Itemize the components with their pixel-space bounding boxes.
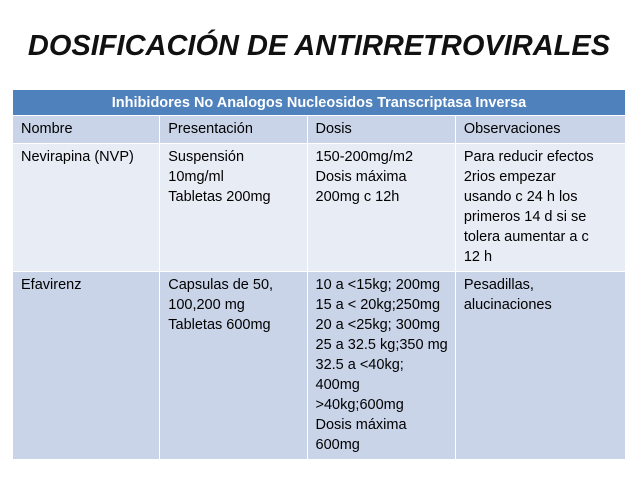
cell-line: 200mg c 12h [315, 189, 400, 205]
cell-line: 12 h [463, 249, 493, 265]
cell-line: 15 a < 20kg;250mg [315, 297, 441, 313]
cell-line: 600mg [315, 437, 360, 453]
table-banner-row [13, 90, 626, 116]
cell-line: Para reducir efectos [463, 149, 594, 165]
slide-title: DOSIFICACIÓN DE ANTIRRETROVIRALES [27, 30, 611, 62]
cell-observaciones [455, 144, 625, 272]
cell-line: 400mg [315, 377, 360, 393]
cell-dosis [307, 272, 455, 460]
cell-line: 2rios empezar [463, 169, 556, 185]
table-row-nevirapina [13, 144, 626, 272]
dosing-table-container [12, 89, 626, 460]
cell-presentacion [160, 272, 307, 460]
cell-line: tolera aumentar a c [463, 229, 589, 245]
header-observaciones: Observaciones [455, 116, 625, 144]
cell-line: 100,200 mg [168, 297, 245, 313]
cell-line: alucinaciones [463, 297, 552, 313]
cell-line: Nevirapina (NVP) [21, 149, 134, 165]
cell-line: 10 a <15kg; 200mg [315, 277, 441, 293]
header-nombre: Nombre [13, 116, 160, 144]
cell-line: 25 a 32.5 kg;350 mg [315, 337, 448, 353]
cell-nombre [13, 144, 160, 272]
cell-observaciones [455, 272, 625, 460]
table-header-row [13, 116, 626, 144]
cell-line: Suspensión [168, 149, 245, 165]
cell-line: 10mg/ml [168, 169, 224, 185]
cell-line: primeros 14 d si se [463, 209, 587, 225]
cell-line: >40kg;600mg [315, 397, 404, 413]
table-row-efavirenz [13, 272, 626, 460]
cell-dosis [307, 144, 455, 272]
cell-line: Pesadillas, [463, 277, 534, 293]
cell-line: Tabletas 600mg [168, 317, 271, 333]
cell-line: Dosis máxima [315, 417, 407, 433]
table-banner: Inhibidores No Analogos Nucleosidos Transcriptasa Inversa [13, 90, 626, 116]
dosing-table [12, 89, 626, 460]
cell-line: Tabletas 200mg [168, 189, 271, 205]
cell-line: 20 a <25kg; 300mg [315, 317, 441, 333]
header-dosis: Dosis [307, 116, 455, 144]
cell-presentacion [160, 144, 307, 272]
header-presentacion: Presentación [160, 116, 307, 144]
cell-line: 32.5 a <40kg; [315, 357, 404, 373]
cell-line: Dosis máxima [315, 169, 407, 185]
cell-line: Efavirenz [21, 277, 82, 293]
cell-nombre [13, 272, 160, 460]
cell-line: Capsulas de 50, [168, 277, 274, 293]
cell-line: usando c 24 h los [463, 189, 578, 205]
cell-line: 150-200mg/m2 [315, 149, 414, 165]
